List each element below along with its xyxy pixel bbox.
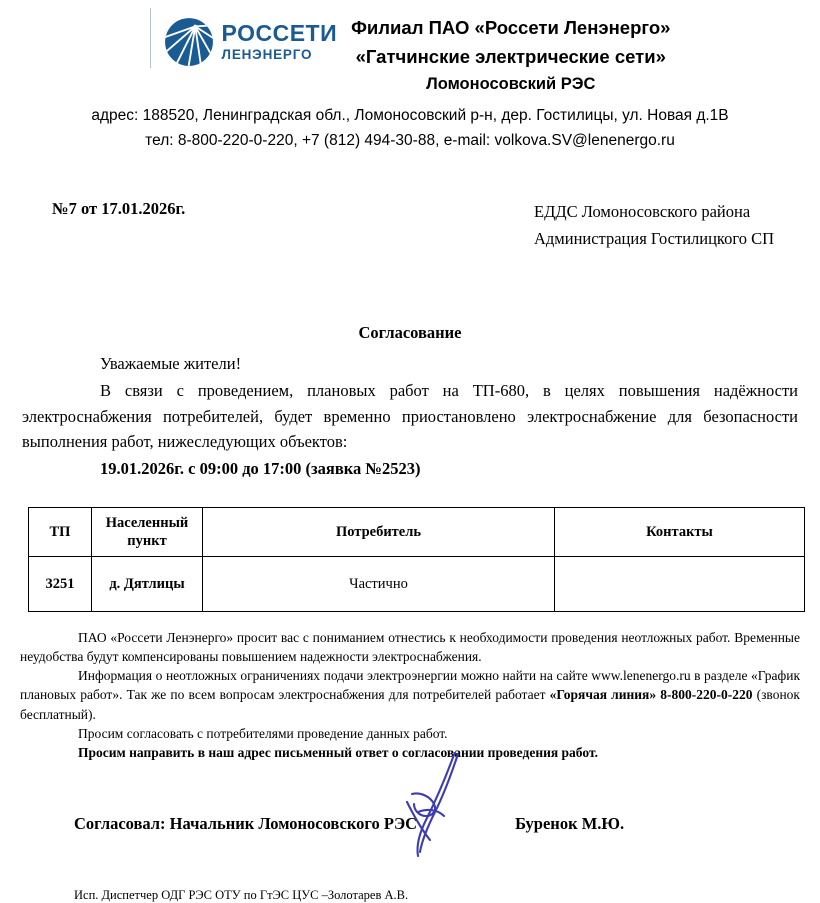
org-line-1: Филиал ПАО «Россети Ленэнерго» [351, 17, 671, 38]
tail-p2-tail: (звонок бесплатный). [20, 687, 800, 722]
company-logo [150, 8, 338, 68]
organization-block [351, 8, 670, 98]
logo-brand-secondary: ЛЕНЭНЕРГО [221, 47, 313, 63]
outage-table [28, 507, 805, 612]
tail-paragraph-4: Просим направить в наш адрес письменный ответ о согласовании проведения работ. [78, 744, 598, 760]
cell-settlement: д. Дятлицы [92, 557, 203, 612]
contact-block [0, 104, 820, 154]
letterhead [0, 0, 820, 153]
signatory-name: Буренок М.Ю. [515, 814, 625, 834]
table-row [29, 557, 805, 612]
executor-line: Исп. Диспетчер ОДГ РЭС ОТУ по ГтЭС ЦУС –Золотарев А.В. [74, 888, 409, 903]
cell-tp: 3251 [29, 557, 92, 612]
letter-reference: №7 от 17.01.2026г. [52, 199, 186, 219]
table-header-row [29, 508, 805, 557]
addressee-line-2: Администрация Гостилицкого СП [533, 229, 774, 249]
closing-paragraphs [0, 628, 820, 762]
tail-paragraph-1: ПАО «Россети Ленэнерго» просит вас с пониманием отнестись к необходимости проведения неотложных работ. Временные неудобства будут компенсированы повышением надежности электроснабжения. [20, 630, 800, 665]
addressee-block [534, 199, 774, 252]
letter-meta [0, 199, 820, 252]
address-line: адрес: 188520, Ленинградская обл., Ломоносовский р-н, дер. Гостилицы, ул. Новая д.1В [91, 106, 729, 124]
logo-wordmark [222, 22, 338, 62]
signature-row [0, 814, 820, 834]
letterhead-top [0, 8, 820, 98]
cell-consumer: Частично [203, 557, 555, 612]
org-line-3: Ломоносовский РЭС [426, 75, 596, 94]
outage-schedule-line: 19.01.2026г. с 09:00 до 17:00 (заявка №2523) [100, 459, 421, 479]
rosseti-circle-logo-icon [163, 16, 215, 68]
signatory-title: Согласовал: Начальник Ломоносовского РЭС [74, 814, 418, 834]
tail-p2-text: Информация о неотложных ограничениях подачи электроэнергии можно найти на сайте www.lenenergo.ru в разделе «График плановых работ». Так же по всем вопросам электроснабжения для потребителей работает [20, 668, 800, 703]
hotline-highlight: «Горячая линия» 8-800-220-0-220 [549, 687, 753, 703]
addressee-line-1: ЕДДС Ломоносовского района [533, 202, 751, 222]
col-header-consumer: Потребитель [203, 508, 555, 557]
page-title: Согласование [358, 322, 462, 342]
col-header-settlement: Населенный пункт [92, 508, 203, 557]
phone-email-line: тел: 8-800-220-0-220, +7 (812) 494-30-88, e-mail: volkova.SV@lenenergo.ru [145, 131, 675, 149]
greeting-line: Уважаемые жители! [100, 353, 242, 373]
outage-table-wrapper [0, 507, 820, 612]
tail-paragraph-3: Просим согласовать с потребителями проведение данных работ. [78, 725, 448, 741]
logo-brand-primary: РОССЕТИ [221, 20, 338, 47]
col-header-tp: ТП [29, 508, 92, 557]
cell-contacts [555, 557, 805, 612]
col-header-contacts: Контакты [555, 508, 805, 557]
tail-paragraph-2 [20, 666, 800, 723]
org-line-2: «Гатчинские электрические сети» [355, 45, 666, 67]
handwritten-signature-icon [392, 752, 502, 864]
document-body [0, 351, 820, 479]
intro-paragraph: В связи с проведением, плановых работ на ТП-680, в целях повышения надёжности электроснабжения потребителей, будет временно приостановлено электроснабжение для безопасности выполнения работ, нижеследующих объектов: [22, 381, 798, 452]
